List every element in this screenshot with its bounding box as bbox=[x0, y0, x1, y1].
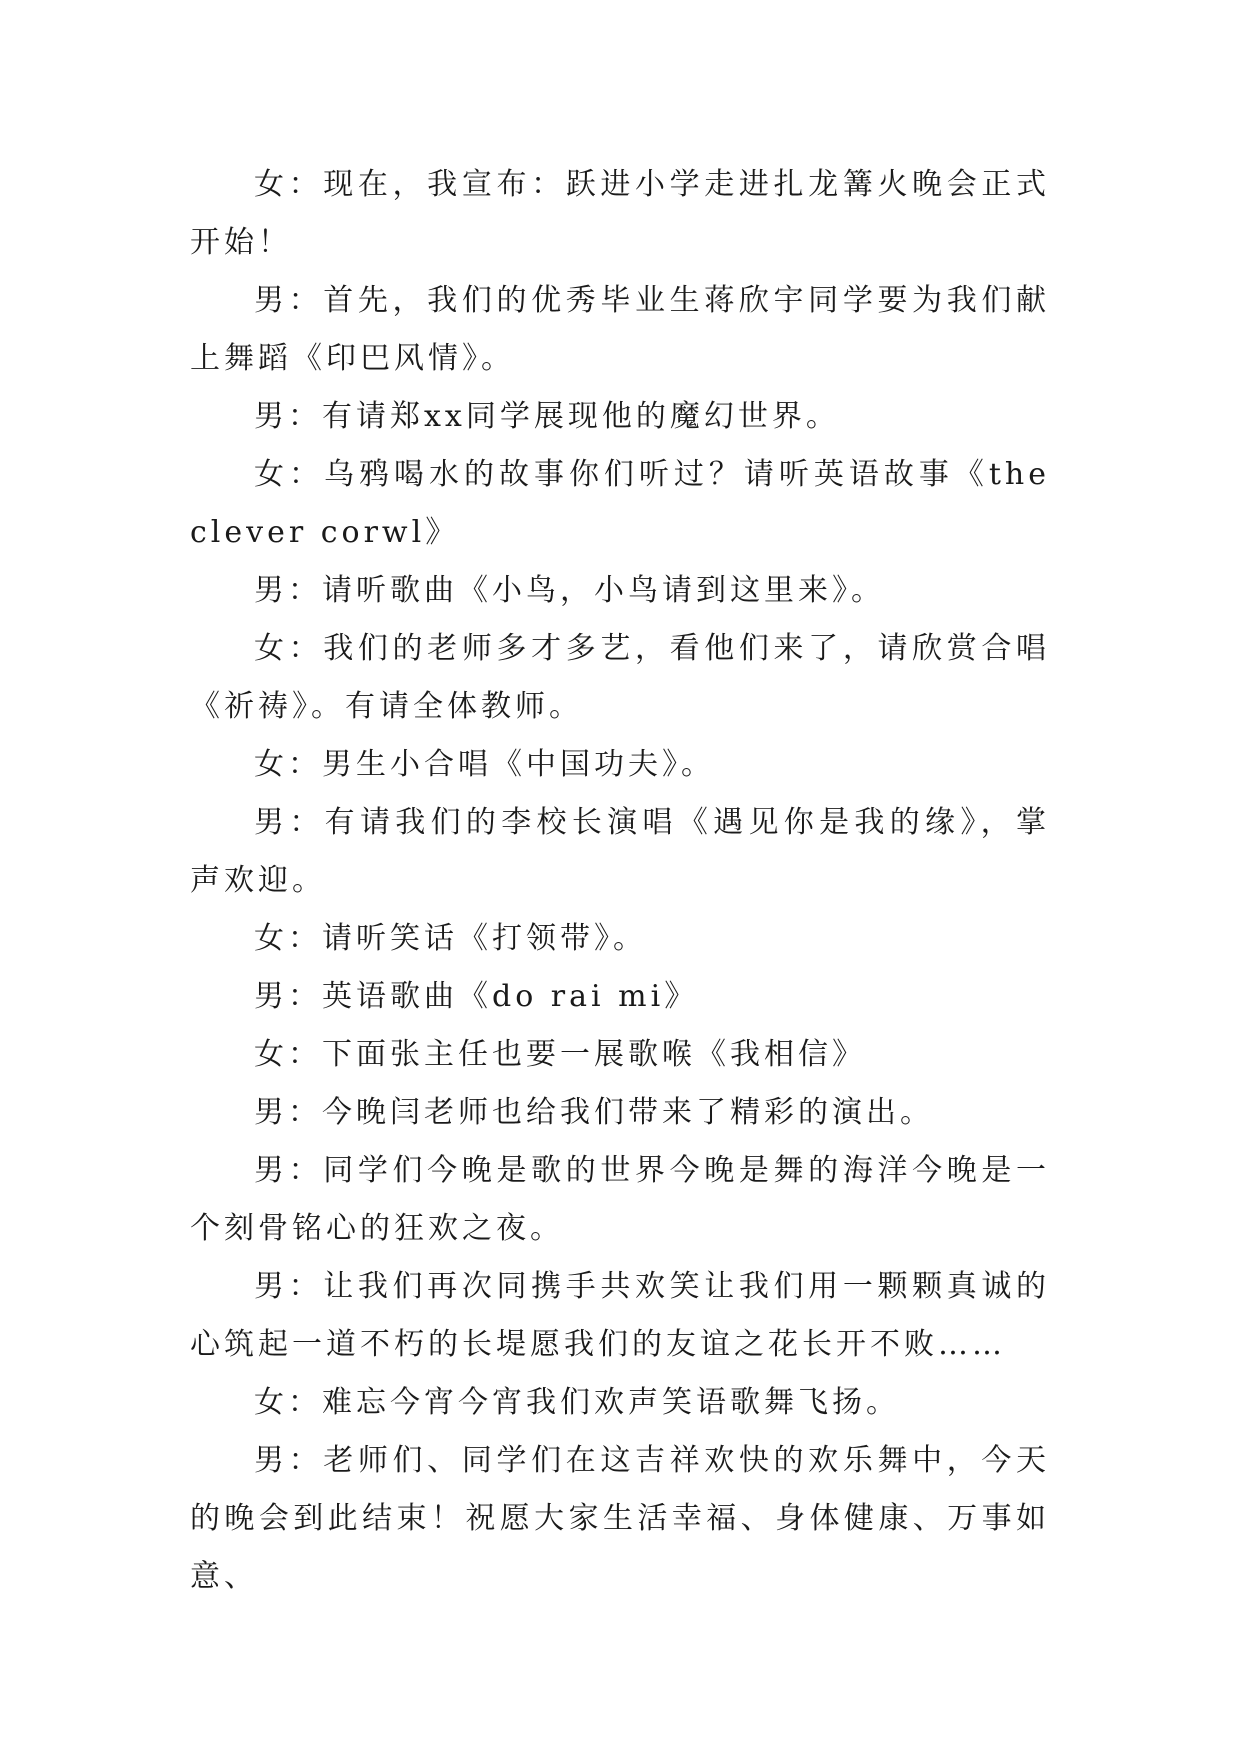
paragraph-11: 女：下面张主任也要一展歌喉《我相信》 bbox=[254, 1037, 866, 1072]
paragraph-9: 女：请听笑话《打领带》。 bbox=[254, 921, 647, 956]
paragraph-15: 女：难忘今宵今宵我们欢声笑语歌舞飞扬。 bbox=[254, 1385, 900, 1420]
paragraph-4: 女：乌鸦喝水的故事你们听过？请听英语故事《the clever corwl》 bbox=[190, 457, 1050, 550]
paragraph-1: 女：现在，我宣布：跃进小学走进扎龙篝火晚会正式开始！ bbox=[190, 167, 1050, 260]
paragraph-10: 男：英语歌曲《do rai mi》 bbox=[254, 979, 699, 1014]
paragraph-13: 男：同学们今晚是歌的世界今晚是舞的海洋今晚是一个刻骨铭心的狂欢之夜。 bbox=[190, 1153, 1050, 1246]
paragraph-12: 男：今晚闫老师也给我们带来了精彩的演出。 bbox=[254, 1095, 934, 1130]
paragraph-3: 男：有请郑xx同学展现他的魔幻世界。 bbox=[254, 399, 840, 434]
paragraph-14: 男：让我们再次同携手共欢笑让我们用一颗颗真诚的心筑起一道不朽的长堤愿我们的友谊之花长开不败…… bbox=[190, 1269, 1050, 1362]
paragraph-5: 男：请听歌曲《小鸟，小鸟请到这里来》。 bbox=[254, 573, 885, 608]
document-body bbox=[190, 156, 1050, 1606]
paragraph-2: 男：首先，我们的优秀毕业生蒋欣宇同学要为我们献上舞蹈《印巴风情》。 bbox=[190, 283, 1050, 376]
paragraph-6: 女：我们的老师多才多艺，看他们来了，请欣赏合唱《祈祷》。有请全体教师。 bbox=[190, 631, 1050, 724]
paragraph-16: 男：老师们、同学们在这吉祥欢快的欢乐舞中，今天的晚会到此结束！祝愿大家生活幸福、身体健康、万事如意、 bbox=[190, 1443, 1050, 1594]
paragraph-7: 女：男生小合唱《中国功夫》。 bbox=[254, 747, 715, 782]
paragraph-8: 男：有请我们的李校长演唱《遇见你是我的缘》，掌声欢迎。 bbox=[190, 805, 1050, 898]
